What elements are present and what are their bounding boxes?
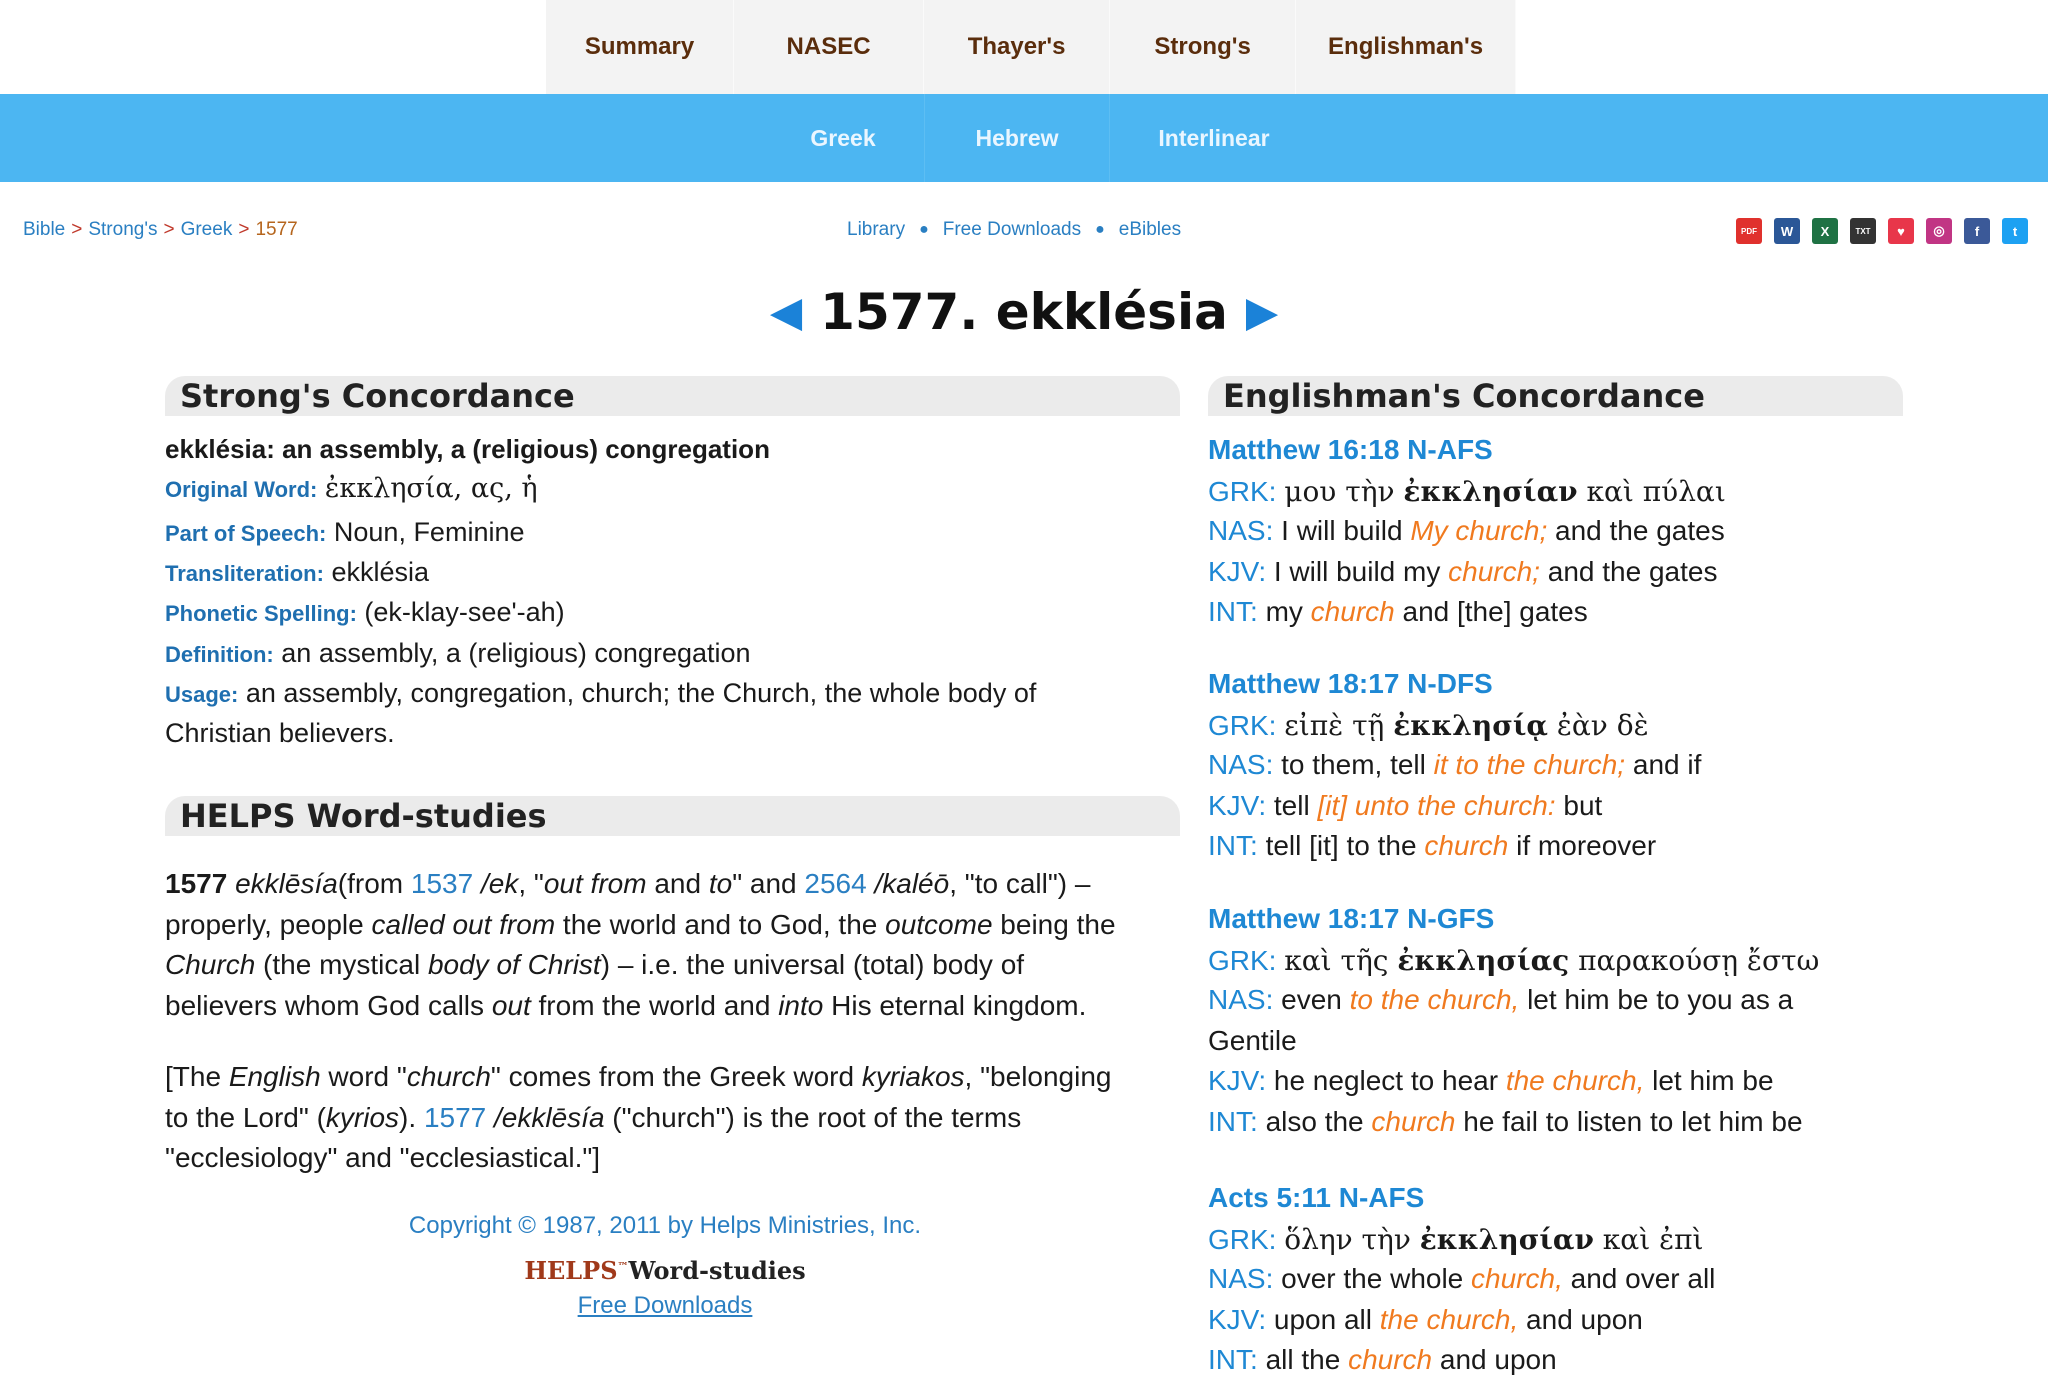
text: out	[491, 989, 531, 1021]
kjv-text: but	[1555, 789, 1603, 821]
bullet-separator: ●	[919, 221, 929, 238]
excel-icon[interactable]: X	[1812, 218, 1838, 244]
int-text: and [the] gates	[1394, 596, 1588, 627]
kjv-text: the church,	[1505, 1065, 1645, 1096]
helps-copyright[interactable]: Copyright © 1987, 2011 by Helps Ministries, Inc.	[408, 1212, 922, 1239]
original-word-row	[165, 473, 538, 504]
text: from the world and	[530, 989, 779, 1021]
kjv-text: the church,	[1379, 1303, 1519, 1335]
kjv-text: I will build my	[1273, 555, 1449, 587]
text: and	[646, 868, 709, 899]
text: /kaléō	[866, 868, 950, 899]
grk-text: καὶ τῆς	[1284, 943, 1398, 977]
text: the world and to God, the	[555, 908, 886, 940]
nas-text: My church;	[1410, 515, 1548, 546]
text: ) – i.e. the universal (total) body of	[600, 949, 1025, 980]
text: /ekklēsía	[486, 1101, 605, 1133]
text: out from	[543, 868, 647, 899]
nas-text: I will build	[1281, 515, 1411, 546]
breadcrumb-separator: >	[238, 219, 250, 240]
kjv-text: and the gates	[1539, 555, 1718, 587]
grk-label: GRK:	[1208, 944, 1277, 976]
page-title	[0, 283, 2048, 341]
kjv-text: let him be	[1644, 1065, 1774, 1096]
int-text: tell [it] to the	[1265, 830, 1425, 861]
ref-2564-link[interactable]: 2564	[804, 868, 867, 899]
bullet-separator: ●	[1095, 221, 1105, 238]
text: into	[778, 989, 824, 1021]
grk-line	[1208, 1223, 1704, 1256]
usage-row	[165, 678, 1036, 709]
int-text: my	[1265, 596, 1311, 627]
text: church	[406, 1061, 491, 1092]
text: called out from	[371, 908, 556, 940]
facebook-icon[interactable]: f	[1964, 218, 1990, 244]
grk-text: ἐκκλησίαν	[1419, 1222, 1594, 1256]
int-text: also the	[1265, 1105, 1372, 1137]
kjv-line	[1208, 556, 1717, 588]
text: kyrios	[325, 1101, 400, 1133]
breadcrumb-greek[interactable]: Greek	[180, 219, 233, 240]
breadcrumb-separator: >	[163, 219, 175, 240]
txt-icon[interactable]: TXT	[1850, 218, 1876, 244]
int-text: he fail to listen to let him be	[1455, 1105, 1803, 1137]
text: to the Lord" (	[165, 1101, 326, 1133]
transliteration-value: ekklésia	[331, 557, 429, 587]
helps-paragraph-2	[165, 1057, 1165, 1179]
pocket-icon[interactable]: ♥	[1888, 218, 1914, 244]
kjv-label: KJV:	[1208, 1303, 1267, 1335]
text: kyriakos	[861, 1061, 965, 1092]
text: being the	[992, 908, 1116, 940]
tab-strongs[interactable]: Strong's	[1110, 0, 1296, 94]
text: English	[228, 1061, 321, 1092]
nav-greek[interactable]: Greek	[762, 94, 925, 182]
usage-value: an assembly, congregation, church; the Church, the whole body of	[245, 678, 1037, 708]
int-label: INT:	[1208, 596, 1258, 627]
text: believers whom God calls	[165, 989, 492, 1021]
kjv-text: tell	[1273, 789, 1318, 821]
part-of-speech-label: Part of Speech:	[165, 521, 327, 546]
grk-text: ἐκκλησίᾳ	[1393, 708, 1548, 742]
nas-text: let him be to you as a	[1519, 984, 1794, 1015]
library-link[interactable]: Library	[847, 219, 906, 240]
helps-free-downloads	[165, 1292, 1165, 1320]
free-downloads-link[interactable]: Free Downloads	[577, 1292, 753, 1319]
breadcrumb-separator: >	[71, 219, 83, 240]
kjv-label: KJV:	[1208, 1065, 1267, 1096]
grk-text: ἐὰν δὲ	[1547, 708, 1649, 742]
text: word "	[320, 1061, 407, 1092]
text: , "	[518, 868, 544, 899]
definition-row	[165, 638, 751, 669]
share-icons	[1736, 218, 2028, 244]
original-word-value: ἐκκλησία, ας, ἡ	[324, 473, 538, 504]
tab-nasec[interactable]: NASEC	[734, 0, 924, 94]
nav-interlinear[interactable]: Interlinear	[1158, 124, 1270, 151]
nas-text: and over all	[1562, 1263, 1716, 1294]
text: ).	[399, 1101, 424, 1133]
tab-summary[interactable]: Summary	[546, 0, 734, 94]
definition-label: Definition:	[165, 642, 274, 667]
int-line	[1208, 830, 1656, 862]
int-text: church	[1310, 596, 1395, 627]
text: to	[708, 868, 733, 899]
ref-1577-link[interactable]: 1577	[423, 1101, 487, 1133]
text: , "belonging	[964, 1061, 1112, 1092]
ref-1537-link[interactable]: 1537	[410, 868, 474, 899]
breadcrumb	[23, 219, 298, 241]
strongs-heading: Strong's Concordance	[165, 376, 1180, 416]
strongs-summary: ekklésia: an assembly, a (religious) congregation	[165, 434, 770, 464]
helps-logo-helps: HELPS	[524, 1256, 618, 1285]
verse-reference-link[interactable]: Matthew 18:17 N-GFS	[1208, 903, 1495, 934]
helps-word: ekklēsía	[235, 868, 338, 899]
int-text: church	[1348, 1344, 1433, 1375]
nas-text: and if	[1625, 749, 1702, 780]
text: (the mystical	[255, 949, 428, 980]
int-line	[1208, 1344, 1557, 1376]
text: " and	[732, 868, 805, 899]
breadcrumb-strongs[interactable]: Strong's	[88, 219, 158, 240]
nas-text: over the whole	[1281, 1263, 1472, 1294]
text: , "to call") –	[949, 868, 1091, 899]
text: " comes from the Greek word	[490, 1061, 862, 1092]
int-line	[1208, 1106, 1803, 1138]
top-tab-bar	[546, 0, 1516, 94]
kjv-text: church;	[1448, 555, 1540, 587]
englishmans-heading: Englishman's Concordance	[1208, 376, 1903, 416]
nav-hebrew[interactable]: Hebrew	[925, 94, 1110, 182]
pdf-icon[interactable]: PDF	[1736, 218, 1762, 244]
int-text: if moreover	[1508, 830, 1657, 861]
nas-line	[1208, 1263, 1715, 1295]
kjv-line	[1208, 1065, 1774, 1097]
grk-text: καὶ πύλαι	[1577, 474, 1726, 508]
grk-text: ὅλην τὴν	[1284, 1222, 1420, 1256]
text: [The	[165, 1061, 229, 1092]
next-arrow-icon[interactable]: ▶	[1245, 287, 1279, 336]
nas-label: NAS:	[1208, 1263, 1274, 1294]
nas-label: NAS:	[1208, 749, 1274, 780]
text: His eternal kingdom.	[823, 989, 1087, 1021]
helps-paragraph-1	[165, 864, 1165, 1026]
int-label: INT:	[1208, 830, 1258, 861]
usage-label: Usage:	[165, 682, 239, 707]
nas-label: NAS:	[1208, 515, 1274, 546]
twitter-icon[interactable]: t	[2002, 218, 2028, 244]
grk-label: GRK:	[1208, 475, 1277, 507]
definition-value: an assembly, a (religious) congregation	[281, 638, 751, 668]
helps-number: 1577	[165, 868, 228, 899]
phonetic-row	[165, 597, 565, 628]
kjv-text: and upon	[1518, 1303, 1643, 1335]
kjv-line	[1208, 790, 1602, 822]
part-of-speech-value: Noun, Feminine	[333, 517, 525, 547]
nas-label: NAS:	[1208, 984, 1274, 1015]
nas-text: even	[1281, 984, 1350, 1015]
helps-logo	[165, 1256, 1165, 1285]
library-links	[847, 219, 1181, 241]
sub-nav-bar	[0, 94, 2048, 182]
grk-text: μου τὴν	[1284, 474, 1404, 508]
title-text: 1577. ekklésia	[820, 283, 1228, 341]
int-text: all the	[1265, 1344, 1349, 1375]
nas-text: to the church,	[1349, 984, 1520, 1015]
int-text: church	[1424, 830, 1509, 861]
grk-text: ἐκκλησίαν	[1403, 474, 1578, 508]
nas-line	[1208, 515, 1725, 547]
grk-line	[1208, 475, 1726, 508]
int-line	[1208, 596, 1588, 628]
grk-text: εἰπὲ τῇ	[1284, 708, 1394, 742]
text: body of Christ	[427, 949, 601, 980]
helps-heading: HELPS Word-studies	[165, 796, 1180, 836]
helps-logo-word-studies: Word-studies	[628, 1256, 806, 1285]
nas-line	[1208, 749, 1701, 781]
breadcrumb-bible[interactable]: Bible	[23, 219, 66, 240]
nas-line	[1208, 984, 1793, 1016]
free-downloads-link[interactable]: Free Downloads	[942, 219, 1082, 240]
grk-text: καὶ ἐπὶ	[1593, 1222, 1704, 1256]
prev-arrow-icon[interactable]: ◀	[769, 287, 803, 336]
kjv-label: KJV:	[1208, 789, 1267, 821]
int-label: INT:	[1208, 1105, 1258, 1137]
transliteration-label: Transliteration:	[165, 561, 324, 586]
breadcrumb-current: 1577	[255, 219, 298, 240]
helps-logo-tm: ™	[617, 1260, 629, 1273]
text: properly, people	[165, 908, 372, 940]
grk-label: GRK:	[1208, 1223, 1277, 1255]
verse-reference-link[interactable]: Matthew 18:17 N-DFS	[1208, 668, 1493, 699]
kjv-text: upon all	[1273, 1303, 1380, 1335]
int-text: church	[1371, 1105, 1456, 1137]
verse-reference-link[interactable]: Acts 5:11 N-AFS	[1208, 1182, 1425, 1213]
tab-englishmans[interactable]: Englishman's	[1296, 0, 1516, 94]
kjv-line	[1208, 1304, 1643, 1336]
nas-text: and the gates	[1547, 515, 1725, 546]
int-label: INT:	[1208, 1344, 1258, 1375]
usage-value-cont: Christian believers.	[165, 718, 395, 748]
part-of-speech-row	[165, 517, 525, 548]
text: "ecclesiology" and "ecclesiastical."]	[165, 1142, 601, 1173]
ebibles-link[interactable]: eBibles	[1118, 219, 1182, 240]
instagram-icon[interactable]: ◎	[1926, 218, 1952, 244]
grk-text: παρακούσῃ ἔστω	[1569, 943, 1820, 977]
transliteration-row	[165, 557, 429, 588]
grk-label: GRK:	[1208, 709, 1277, 741]
nas-text: to them, tell	[1281, 749, 1434, 780]
grk-line	[1208, 709, 1649, 742]
text: outcome	[885, 908, 993, 940]
text: Church	[165, 949, 256, 980]
phonetic-label: Phonetic Spelling:	[165, 601, 357, 626]
nas-text: church,	[1471, 1263, 1563, 1294]
phonetic-value: (ek-klay-see'-ah)	[364, 597, 565, 627]
tab-thayers[interactable]: Thayer's	[924, 0, 1110, 94]
grk-text: ἐκκλησίας	[1397, 943, 1570, 977]
text: (from	[337, 868, 411, 899]
text: /ek	[473, 868, 519, 899]
original-word-label: Original Word:	[165, 477, 318, 502]
text: ("church") is the root of the terms	[604, 1101, 1022, 1133]
kjv-label: KJV:	[1208, 555, 1267, 587]
grk-line	[1208, 944, 1819, 977]
kjv-text: [it] unto the church:	[1317, 789, 1556, 821]
word-icon[interactable]: W	[1774, 218, 1800, 244]
nas-text: it to the church;	[1433, 749, 1626, 780]
nas-line-cont: Gentile	[1208, 1024, 1297, 1056]
verse-reference-link[interactable]: Matthew 16:18 N-AFS	[1208, 434, 1493, 465]
kjv-text: he neglect to hear	[1273, 1065, 1506, 1096]
int-text: and upon	[1432, 1344, 1557, 1375]
